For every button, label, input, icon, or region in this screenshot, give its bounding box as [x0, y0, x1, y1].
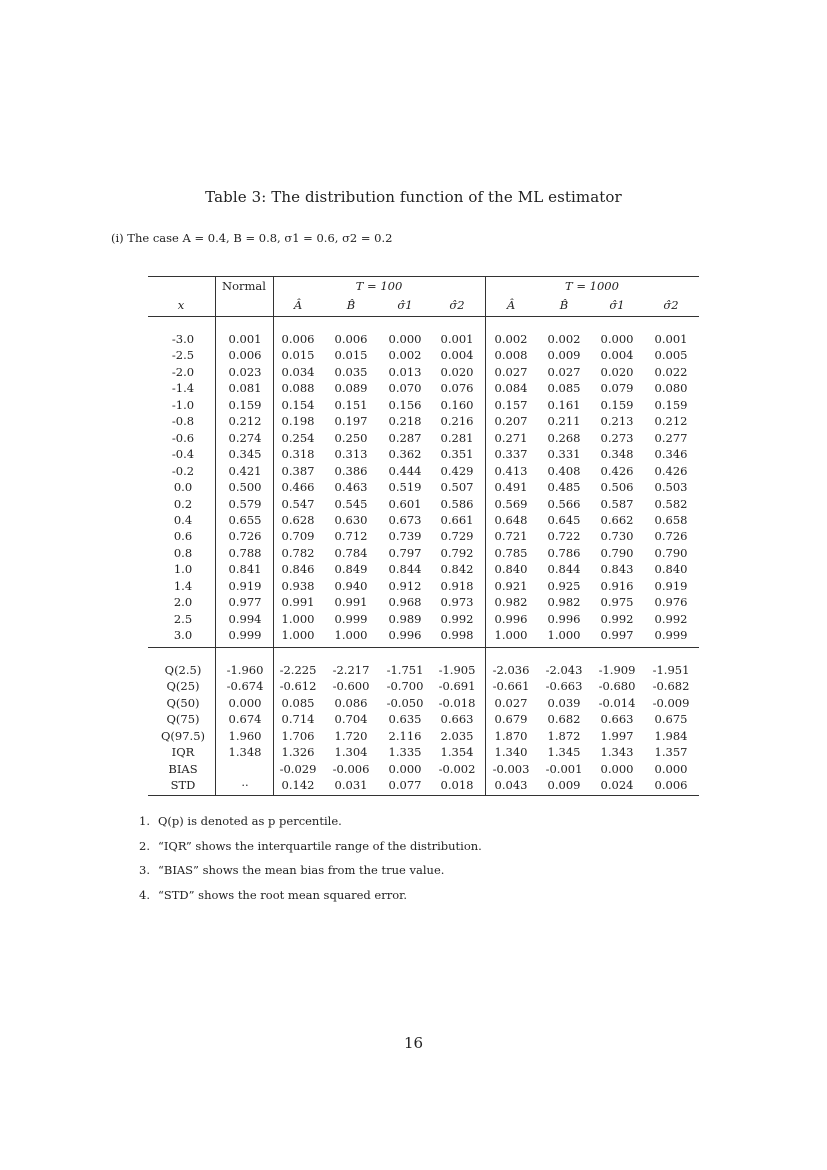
- table-cell: 0.782: [281, 545, 315, 560]
- table-cell: 0.000: [600, 761, 634, 776]
- table-cell: 0.921: [494, 578, 528, 593]
- header-t1000: T = 1000: [565, 279, 619, 293]
- table-cell: 0.250: [334, 430, 368, 445]
- table-cell: 0.006: [281, 332, 315, 346]
- row-label: 0.0: [173, 480, 193, 495]
- table-cell: 0.992: [440, 611, 474, 626]
- table-cell: -1.960: [226, 663, 264, 677]
- table-cell: 0.579: [228, 496, 262, 511]
- table-cell: 0.000: [388, 761, 422, 776]
- table-cell: 0.730: [600, 529, 634, 544]
- table-cell: 0.601: [388, 496, 422, 511]
- table-cell: 0.001: [228, 332, 262, 346]
- footnote: 2. “IQR” shows the interquartile range of the distribution.: [139, 838, 482, 853]
- table-cell: 0.786: [547, 545, 581, 560]
- table-cell: 0.009: [547, 778, 581, 793]
- table-bottom-rule: [148, 795, 699, 796]
- table-cell: -0.663: [545, 679, 583, 694]
- row-label: Q(97.5): [160, 728, 205, 743]
- table-cell: 0.712: [334, 529, 368, 544]
- header-normal: Normal: [222, 279, 266, 293]
- table-cell: 0.022: [654, 364, 688, 379]
- header-col-t1000-0: Â: [506, 298, 516, 312]
- table-cell: 0.569: [494, 496, 528, 511]
- table-cell: 1.720: [334, 728, 368, 743]
- table-cell: 0.386: [334, 463, 368, 478]
- table-cell: 0.001: [654, 332, 688, 346]
- table-cell: 0.709: [281, 529, 315, 544]
- table-cell: 0.726: [654, 529, 688, 544]
- table-cell: 0.545: [334, 496, 368, 511]
- table-cell: 0.212: [654, 414, 688, 429]
- table-cell: 0.161: [547, 397, 581, 412]
- header-x: x: [177, 298, 185, 312]
- table-cell: -1.751: [386, 663, 424, 677]
- table-cell: 0.996: [388, 628, 422, 643]
- table-cell: 0.840: [654, 562, 688, 577]
- table-cell: 0.086: [334, 695, 368, 710]
- table-cell: 0.089: [334, 381, 368, 396]
- row-label: -3.0: [171, 332, 195, 346]
- table-cell: 0.337: [494, 447, 528, 462]
- table-cell: 0.655: [228, 512, 262, 527]
- table-cell: 1.984: [654, 728, 688, 743]
- table-cell: -2.217: [332, 663, 370, 677]
- table-cell: 0.009: [547, 348, 581, 363]
- table-cell: 0.313: [334, 447, 368, 462]
- table-cell: -0.006: [332, 761, 370, 776]
- table-cell: 0.500: [228, 480, 262, 495]
- row-label: Q(25): [166, 679, 200, 694]
- table-cell: -0.612: [279, 679, 317, 694]
- table-cell: 0.648: [494, 512, 528, 527]
- table-cell: 1.872: [547, 728, 581, 743]
- table-cell: 0.023: [228, 364, 262, 379]
- table-cell: 0.975: [600, 595, 634, 610]
- table-cell: 1.706: [281, 728, 315, 743]
- table-cell: 0.940: [334, 578, 368, 593]
- table-cell: 0.408: [547, 463, 581, 478]
- table-cell: 0.503: [654, 480, 688, 495]
- row-label: STD: [170, 778, 196, 793]
- row-label: 3.0: [173, 628, 193, 643]
- table-cell: 0.421: [228, 463, 262, 478]
- table-cell: 1.343: [600, 745, 634, 760]
- table-cell: 1.340: [494, 745, 528, 760]
- table-cell: 0.996: [547, 611, 581, 626]
- table-cell: 0.792: [440, 545, 474, 560]
- table-cell: 0.070: [388, 381, 422, 396]
- table-cell: 0.156: [388, 397, 422, 412]
- table-cell: 0.277: [654, 430, 688, 445]
- table-cell: 0.466: [281, 480, 315, 495]
- table-cell: 0.840: [494, 562, 528, 577]
- table-cell: 1.000: [334, 628, 368, 643]
- separator-x: [215, 277, 216, 795]
- table-cell: -0.018: [438, 695, 476, 710]
- header-col-t100-0: Â: [293, 298, 303, 312]
- table-cell: 0.991: [281, 595, 315, 610]
- table-cell: 1.326: [281, 745, 315, 760]
- table-cell: 0.989: [388, 611, 422, 626]
- table-cell: 0.722: [547, 529, 581, 544]
- table-cell: 0.004: [440, 348, 474, 363]
- table-cell: 0.485: [547, 480, 581, 495]
- table-cell: 0.031: [334, 778, 368, 793]
- row-label: Q(50): [166, 695, 200, 710]
- table-cell: 0.912: [388, 578, 422, 593]
- table-cell: 0.020: [600, 364, 634, 379]
- table-cell: 0.426: [600, 463, 634, 478]
- table-cell: 1.304: [334, 745, 368, 760]
- header-col-t100-1: B̂: [346, 298, 356, 312]
- table-cell: 0.081: [228, 381, 262, 396]
- table-cell: 0.002: [388, 348, 422, 363]
- table-cell: -1.951: [652, 663, 690, 677]
- table-cell: -0.680: [598, 679, 636, 694]
- table-cell: 0.218: [388, 414, 422, 429]
- table-cell: 1.335: [388, 745, 422, 760]
- table-cell: 0.160: [440, 397, 474, 412]
- table-cell: 0.999: [334, 611, 368, 626]
- table-cell: 0.157: [494, 397, 528, 412]
- table-cell: -0.700: [386, 679, 424, 694]
- table-cell: ··: [241, 778, 249, 793]
- table-cell: 0.034: [281, 364, 315, 379]
- table-cell: 0.254: [281, 430, 315, 445]
- table-cell: 0.154: [281, 397, 315, 412]
- table-cell: 0.849: [334, 562, 368, 577]
- row-label: -1.0: [171, 397, 195, 412]
- table-cell: 1.354: [440, 745, 474, 760]
- header-col-t100-3: σ̂2: [449, 298, 465, 312]
- table-cell: 0.084: [494, 381, 528, 396]
- table-cell: 1.348: [228, 745, 262, 760]
- table-cell: 0.582: [654, 496, 688, 511]
- table-cell: 1.870: [494, 728, 528, 743]
- row-label: Q(2.5): [164, 663, 202, 677]
- table-cell: 0.491: [494, 480, 528, 495]
- table-cell: -0.661: [492, 679, 530, 694]
- table-cell: 0.721: [494, 529, 528, 544]
- table-cell: -2.225: [279, 663, 317, 677]
- row-label: 0.6: [173, 529, 193, 544]
- table-cell: 0.159: [654, 397, 688, 412]
- table-cell: 0.027: [494, 364, 528, 379]
- table-cell: 0.843: [600, 562, 634, 577]
- table-cell: 0.216: [440, 414, 474, 429]
- table-cell: 0.018: [440, 778, 474, 793]
- table-cell: 0.973: [440, 595, 474, 610]
- table-cell: 0.999: [654, 628, 688, 643]
- row-label: IQR: [171, 745, 195, 760]
- table-cell: 0.662: [600, 512, 634, 527]
- table-cell: 0.635: [388, 712, 422, 727]
- header-col-t1000-3: σ̂2: [663, 298, 679, 312]
- table-cell: 0.729: [440, 529, 474, 544]
- row-label: -0.8: [171, 414, 195, 429]
- table-cell: 0.413: [494, 463, 528, 478]
- table-cell: 1.997: [600, 728, 634, 743]
- table-cell: 0.159: [228, 397, 262, 412]
- table-cell: 0.919: [228, 578, 262, 593]
- table-cell: 0.919: [654, 578, 688, 593]
- header-col-t1000-1: B̂: [559, 298, 569, 312]
- table-cell: 0.842: [440, 562, 474, 577]
- table-cell: 0.679: [494, 712, 528, 727]
- table-cell: -0.002: [438, 761, 476, 776]
- table-cell: 0.212: [228, 414, 262, 429]
- table-cell: 0.004: [600, 348, 634, 363]
- table-cell: 0.077: [388, 778, 422, 793]
- table-cell: -2.043: [545, 663, 583, 677]
- row-label: 2.0: [173, 595, 193, 610]
- table-cell: 0.675: [654, 712, 688, 727]
- table-cell: 0.844: [547, 562, 581, 577]
- table-cell: 0.015: [281, 348, 315, 363]
- header-rule: [148, 316, 699, 317]
- table-cell: 0.015: [334, 348, 368, 363]
- table-cell: 0.704: [334, 712, 368, 727]
- table-cell: 0.916: [600, 578, 634, 593]
- page-number: 16: [403, 1034, 424, 1052]
- table-cell: -0.682: [652, 679, 690, 694]
- table-cell: 0.918: [440, 578, 474, 593]
- table-cell: 0.271: [494, 430, 528, 445]
- table-cell: -1.905: [438, 663, 476, 677]
- case-description: (i) The case A = 0.4, B = 0.8, σ1 = 0.6, σ2 = 0.2: [111, 231, 393, 245]
- table-cell: 0.268: [547, 430, 581, 445]
- table-cell: 0.020: [440, 364, 474, 379]
- table-cell: 0.663: [600, 712, 634, 727]
- table-cell: 1.960: [228, 728, 262, 743]
- footnote: 4. “STD” shows the root mean squared error.: [139, 887, 408, 902]
- table-cell: 0.977: [228, 595, 262, 610]
- table-cell: 0.079: [600, 381, 634, 396]
- table-cell: 0.159: [600, 397, 634, 412]
- row-label: BIAS: [168, 761, 198, 776]
- row-label: -2.5: [171, 348, 195, 363]
- row-label: 1.4: [173, 578, 193, 593]
- table-cell: -0.001: [545, 761, 583, 776]
- table-cell: 0.788: [228, 545, 262, 560]
- header-col-t100-2: σ̂1: [397, 298, 413, 312]
- table-cell: 0.281: [440, 430, 474, 445]
- row-label: 0.8: [173, 545, 193, 560]
- header-t100: T = 100: [355, 279, 403, 293]
- table-cell: 0.331: [547, 447, 581, 462]
- row-label: 1.0: [173, 562, 193, 577]
- table-cell: 0.628: [281, 512, 315, 527]
- table-cell: 0.784: [334, 545, 368, 560]
- table-cell: 0.674: [228, 712, 262, 727]
- table-cell: 0.085: [281, 695, 315, 710]
- table-cell: 0.035: [334, 364, 368, 379]
- table-cell: -0.600: [332, 679, 370, 694]
- table-cell: 0.043: [494, 778, 528, 793]
- table-caption: Table 3: The distribution function of the ML estimator: [205, 188, 622, 206]
- table-cell: 0.997: [600, 628, 634, 643]
- header-col-t1000-2: σ̂1: [609, 298, 625, 312]
- table-cell: 1.357: [654, 745, 688, 760]
- table-cell: 0.426: [654, 463, 688, 478]
- table-cell: 0.085: [547, 381, 581, 396]
- table-cell: 0.998: [440, 628, 474, 643]
- table-cell: 1.000: [547, 628, 581, 643]
- row-label: 0.2: [173, 496, 193, 511]
- table-cell: 0.287: [388, 430, 422, 445]
- table-cell: 0.000: [600, 332, 634, 346]
- table-cell: 0.658: [654, 512, 688, 527]
- table-cell: 0.088: [281, 381, 315, 396]
- footnote: 3. “BIAS” shows the mean bias from the true value.: [139, 863, 445, 877]
- table-cell: 0.586: [440, 496, 474, 511]
- table-cell: 0.039: [547, 695, 581, 710]
- table-cell: 0.726: [228, 529, 262, 544]
- table-cell: -2.036: [492, 663, 530, 677]
- footnote: 1. Q(p) is denoted as p percentile.: [139, 814, 342, 828]
- table-cell: 0.519: [388, 480, 422, 495]
- table-cell: 0.362: [388, 447, 422, 462]
- table-cell: 0.429: [440, 463, 474, 478]
- table-cell: 1.000: [281, 611, 315, 626]
- table-cell: 0.996: [494, 611, 528, 626]
- table-cell: 0.547: [281, 496, 315, 511]
- table-cell: 0.076: [440, 381, 474, 396]
- table-cell: -0.014: [598, 695, 636, 710]
- table-cell: 0.507: [440, 480, 474, 495]
- table-cell: 0.938: [281, 578, 315, 593]
- table-cell: 0.198: [281, 414, 315, 429]
- table-cell: 0.992: [654, 611, 688, 626]
- table-cell: 0.027: [494, 695, 528, 710]
- table-cell: 0.213: [600, 414, 634, 429]
- table-cell: 1.000: [281, 628, 315, 643]
- table-cell: 0.207: [494, 414, 528, 429]
- table-cell: 0.841: [228, 562, 262, 577]
- table-cell: 0.005: [654, 348, 688, 363]
- table-cell: 0.444: [388, 463, 422, 478]
- table-cell: 0.463: [334, 480, 368, 495]
- table-cell: 0.645: [547, 512, 581, 527]
- table-cell: 0.673: [388, 512, 422, 527]
- table-cell: 0.661: [440, 512, 474, 527]
- table-cell: 0.739: [388, 529, 422, 544]
- table-cell: 0.000: [228, 695, 262, 710]
- table-cell: 0.197: [334, 414, 368, 429]
- row-label: -0.2: [171, 463, 195, 478]
- table-cell: 0.999: [228, 628, 262, 643]
- table-cell: 0.027: [547, 364, 581, 379]
- row-label: 2.5: [173, 611, 193, 626]
- table-cell: 0.587: [600, 496, 634, 511]
- table-cell: 2.035: [440, 728, 474, 743]
- table-cell: 0.387: [281, 463, 315, 478]
- table-cell: 0.846: [281, 562, 315, 577]
- table-cell: 0.976: [654, 595, 688, 610]
- row-label: -0.6: [171, 430, 195, 445]
- table-cell: -0.691: [438, 679, 476, 694]
- table-cell: 0.001: [440, 332, 474, 346]
- table-cell: -0.050: [386, 695, 424, 710]
- table-cell: 0.982: [547, 595, 581, 610]
- row-label: -1.4: [171, 381, 195, 396]
- mid-rule: [148, 647, 699, 648]
- table-cell: 0.080: [654, 381, 688, 396]
- table-cell: 0.844: [388, 562, 422, 577]
- table-cell: 0.714: [281, 712, 315, 727]
- row-label: 0.4: [173, 512, 193, 527]
- table-cell: 0.992: [600, 611, 634, 626]
- table-cell: 0.797: [388, 545, 422, 560]
- table-cell: 0.013: [388, 364, 422, 379]
- table-cell: 0.351: [440, 447, 474, 462]
- table-cell: 0.968: [388, 595, 422, 610]
- table-cell: 0.211: [547, 414, 581, 429]
- table-cell: 0.346: [654, 447, 688, 462]
- table-cell: -0.003: [492, 761, 530, 776]
- table-cell: 0.994: [228, 611, 262, 626]
- table-cell: 0.630: [334, 512, 368, 527]
- table-top-rule: [148, 276, 699, 277]
- table-cell: 0.002: [547, 332, 581, 346]
- table-cell: -0.029: [279, 761, 317, 776]
- table-cell: 0.506: [600, 480, 634, 495]
- table-cell: 0.024: [600, 778, 634, 793]
- table-cell: 0.566: [547, 496, 581, 511]
- table-cell: 0.785: [494, 545, 528, 560]
- table-cell: -1.909: [598, 663, 636, 677]
- table-cell: 0.000: [388, 332, 422, 346]
- table-cell: 0.663: [440, 712, 474, 727]
- row-label: -0.4: [171, 447, 195, 462]
- table-cell: 0.151: [334, 397, 368, 412]
- table-cell: 0.925: [547, 578, 581, 593]
- table-cell: 0.682: [547, 712, 581, 727]
- table-cell: 0.000: [654, 761, 688, 776]
- table-cell: 1.000: [494, 628, 528, 643]
- table-cell: 0.991: [334, 595, 368, 610]
- table-cell: 0.006: [654, 778, 688, 793]
- table-cell: 0.002: [494, 332, 528, 346]
- table-cell: 0.008: [494, 348, 528, 363]
- table-cell: 0.273: [600, 430, 634, 445]
- table-cell: 0.982: [494, 595, 528, 610]
- table-cell: 0.345: [228, 447, 262, 462]
- table-cell: 0.006: [228, 348, 262, 363]
- footnotes: [139, 809, 482, 907]
- table-cell: 0.348: [600, 447, 634, 462]
- table-cell: 0.006: [334, 332, 368, 346]
- row-label: Q(75): [166, 712, 200, 727]
- table-cell: 2.116: [388, 728, 422, 743]
- table-cell: 0.274: [228, 430, 262, 445]
- table-cell: -0.009: [652, 695, 690, 710]
- table-cell: 0.790: [600, 545, 634, 560]
- table-cell: 0.318: [281, 447, 315, 462]
- table-cell: 0.142: [281, 778, 315, 793]
- row-label: -2.0: [171, 364, 195, 379]
- table-cell: -0.674: [226, 679, 264, 694]
- table-cell: 1.345: [547, 745, 581, 760]
- table-cell: 0.790: [654, 545, 688, 560]
